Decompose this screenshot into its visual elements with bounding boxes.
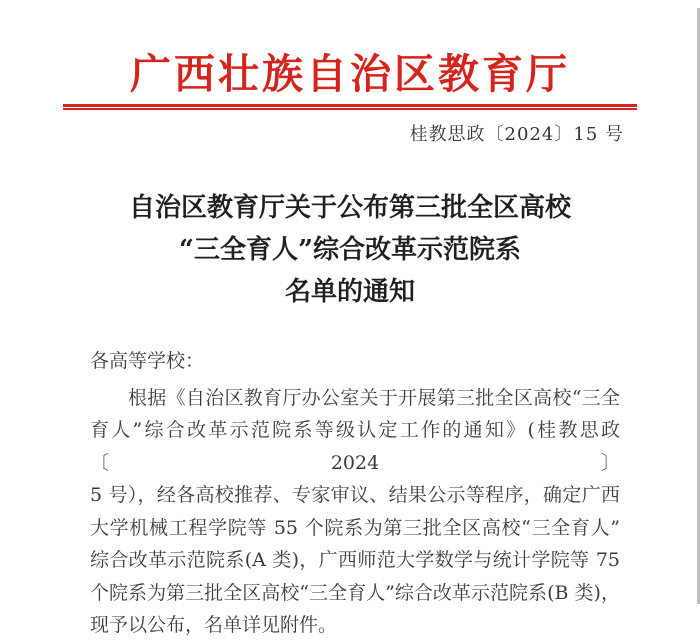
main-paragraph (90, 382, 620, 642)
red-header-divider (63, 104, 637, 110)
paragraph-line: 根据《自治区教育厅办公室关于开展第三批全区高校“三全 (128, 386, 620, 409)
paragraph-line: 综合改革示范院系(A 类)，广西师范大学数学与统计学院等 75 (90, 549, 620, 571)
document-number: 桂教思政〔2024〕15 号 (409, 124, 624, 145)
paragraph-line: 5 号），经各高校推荐、专家审议、结果公示等程序，确定广西 (90, 484, 620, 506)
document-title (0, 187, 700, 313)
document-body (0, 345, 700, 642)
agency-name: 广西壮族自治区教育厅 (130, 50, 570, 98)
paragraph-line: 育人”综合改革示范院系等级认定工作的通知》(桂教思政〔2024〕 (90, 419, 620, 474)
title-line-3: 名单的通知 (284, 277, 415, 307)
title-line-1: 自治区教育厅关于公布第三批全区高校 (128, 193, 571, 223)
title-line-2: “三全育人”综合改革示范院系 (179, 235, 521, 265)
paragraph-line: 现予以公布，名单详见附件。 (90, 614, 338, 636)
paragraph-line: 个院系为第三批全区高校“三全育人”综合改革示范院系(B 类)， (90, 581, 620, 604)
paragraph-line: 大学机械工程学院等 55 个院系为第三批全区高校“三全育人” (90, 516, 620, 539)
salutation: 各高等学校： (90, 350, 205, 372)
